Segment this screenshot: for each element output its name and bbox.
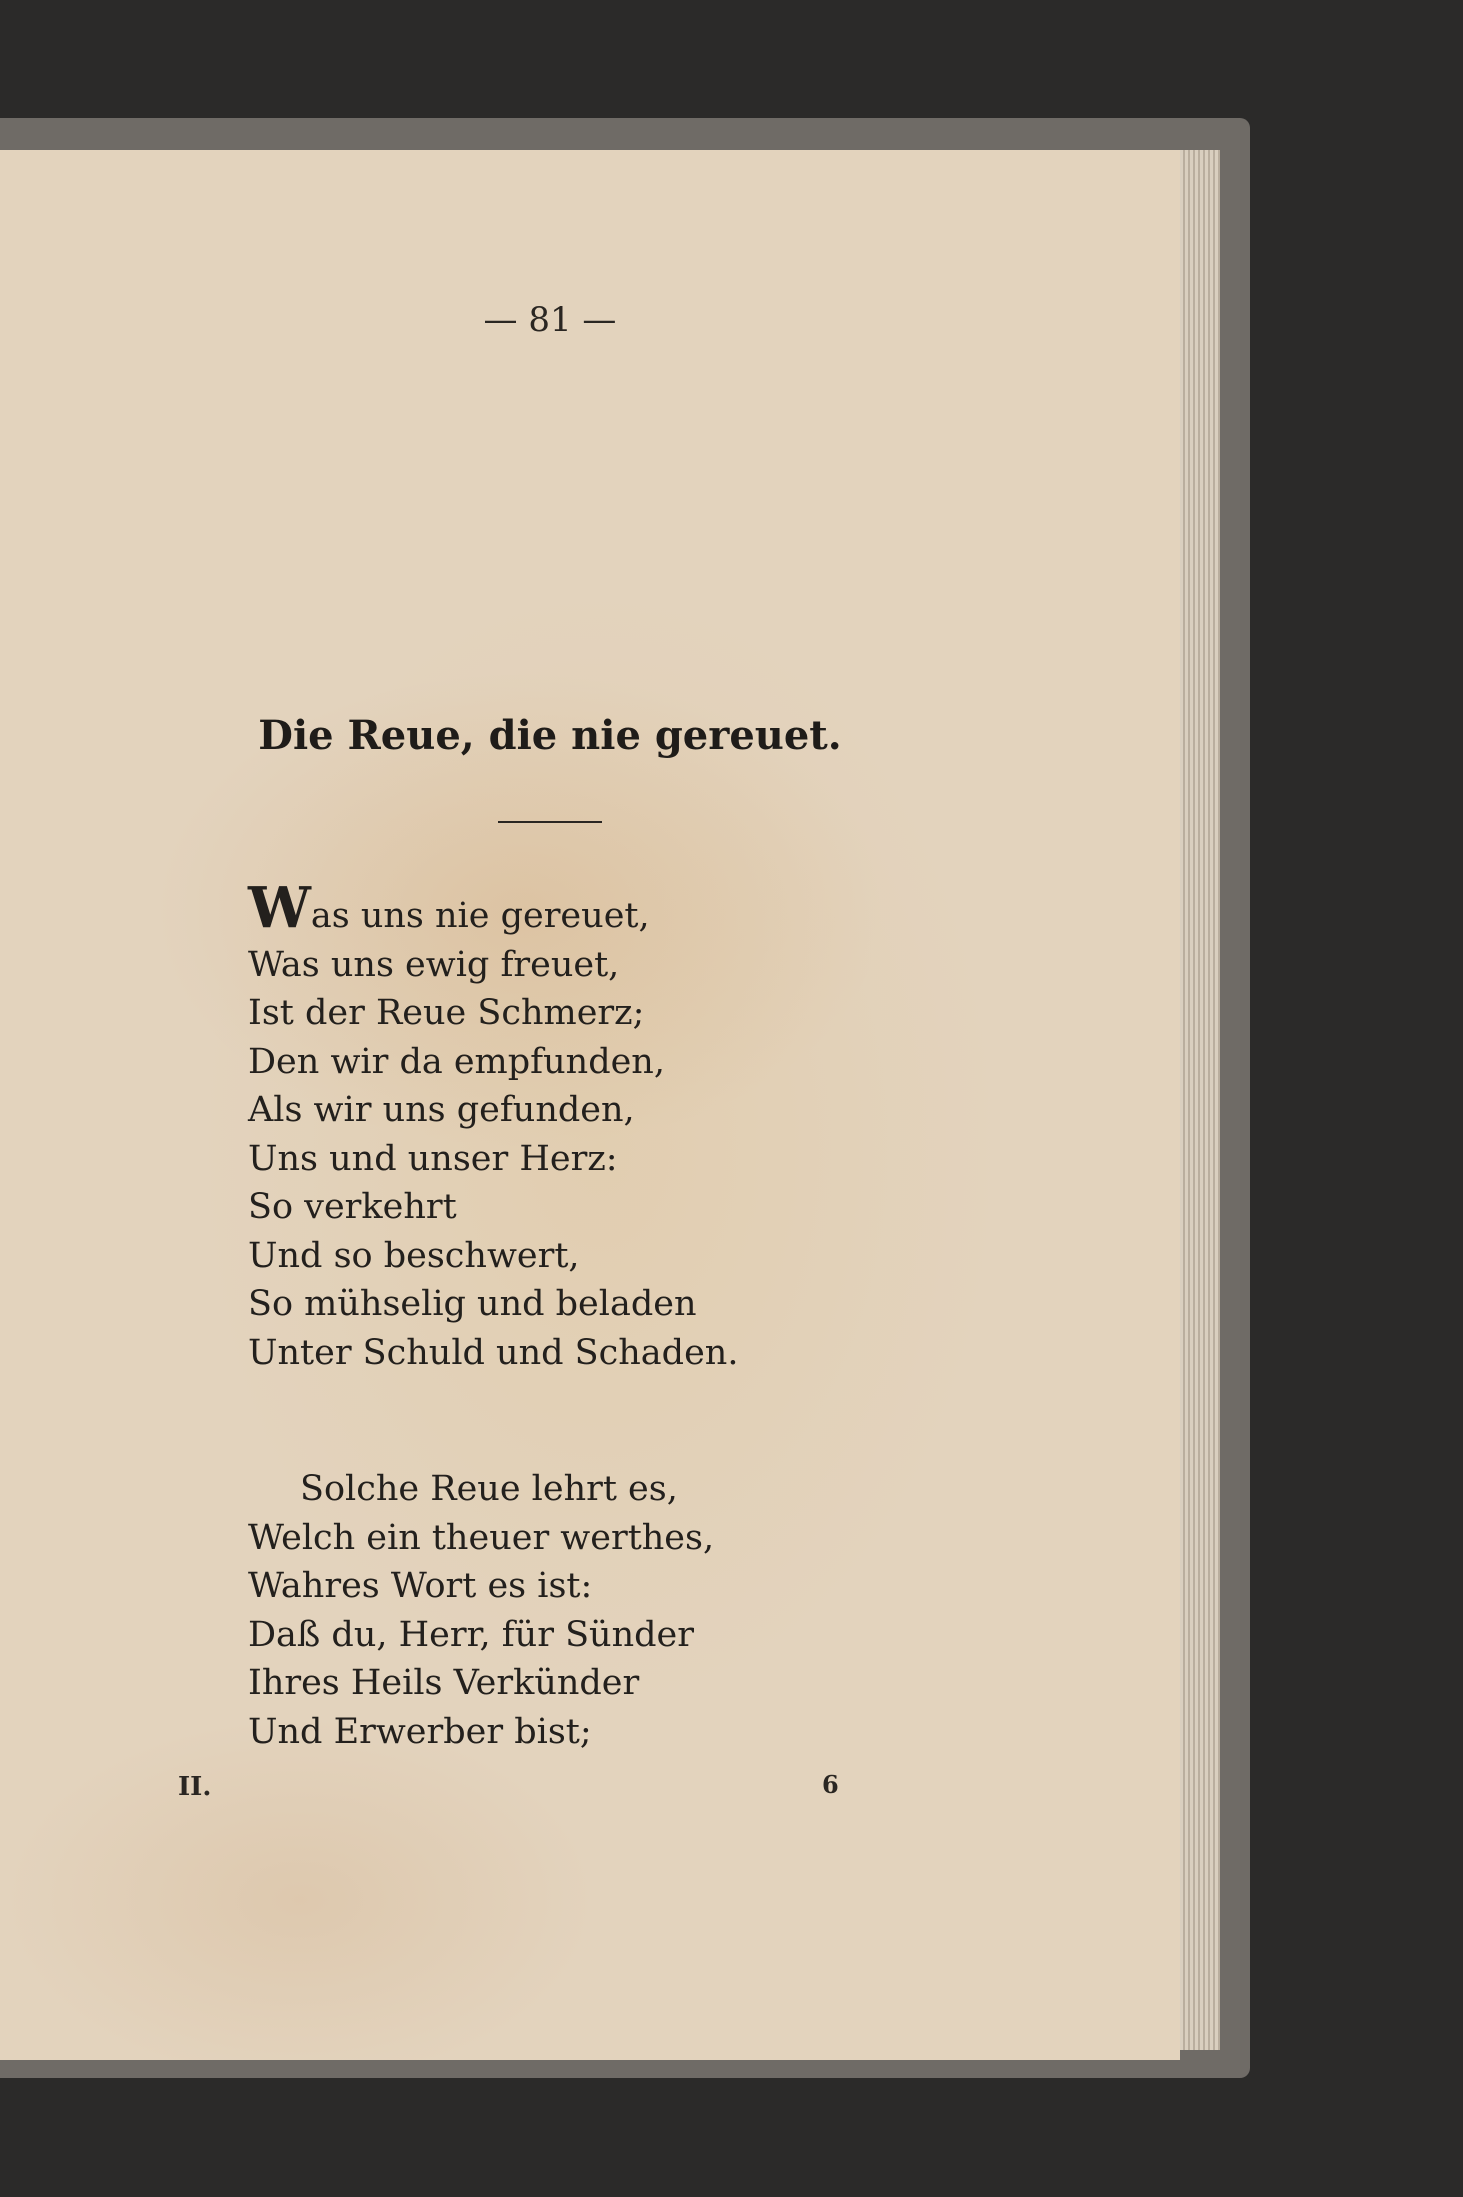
stanza-2 <box>248 1465 808 1756</box>
poem-line: Als wir uns gefunden, <box>248 1090 635 1130</box>
poem-line: Was uns ewig freuet, <box>248 944 620 985</box>
poem-line: Unter Schuld und Schaden. <box>248 1332 739 1373</box>
poem-line: Ihres Heils Verkünder <box>248 1663 640 1703</box>
poem-title: Die Reue, die nie gereuet. <box>258 712 842 759</box>
poem-line: Den wir da empfunden, <box>248 1041 665 1082</box>
poem-line: Was uns nie gereuet, <box>248 875 650 941</box>
poem-line: Ist der Reue Schmerz; <box>248 993 645 1033</box>
drop-cap: W <box>248 875 311 941</box>
stanza-1 <box>248 875 808 1377</box>
poem-line: Solche Reue lehrt es, <box>300 1469 678 1509</box>
poem-line: Daß du, Herr, für Sünder <box>248 1614 694 1655</box>
poem-line: Wahres Wort es ist: <box>248 1566 593 1606</box>
poem-line: So verkehrt <box>248 1187 457 1227</box>
gathering-number: 6 <box>822 1770 839 1799</box>
poem-line: Uns und unser Herz: <box>248 1138 618 1179</box>
poem-line: Und so beschwert, <box>248 1235 580 1276</box>
page-number-header: — 81 — <box>483 300 617 340</box>
title-rule <box>498 821 602 823</box>
poem-line: Welch ein theuer werthes, <box>248 1517 715 1558</box>
poem-line: So mühselig und beladen <box>248 1284 697 1324</box>
poem-line: Und Erwerber bist; <box>248 1711 592 1752</box>
signature-mark: II. <box>178 1772 212 1802</box>
